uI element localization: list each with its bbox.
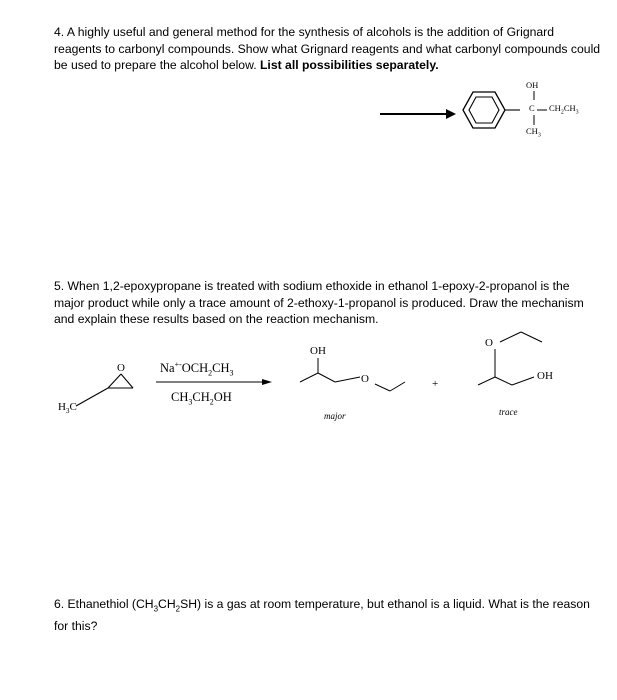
solvent-ch2: CH xyxy=(192,390,210,404)
epoxide-oxygen: O xyxy=(117,362,125,374)
question-6-sub2: 2 xyxy=(175,604,181,614)
question-5-text: 5. When 1,2-epoxypropane is treated with sodium ethoxide in ethanol 1-epoxy-2-propanol is the major product while only a trace amount of 2-ethoxy-1-propanol is produced. Draw the mechanism and explain these results based on the reaction mechanism. xyxy=(54,279,584,326)
solvent-sub2: 2 xyxy=(209,397,214,407)
q4-methyl-group xyxy=(526,126,541,139)
reagent-plus: + xyxy=(174,360,180,369)
question-4-emphasis: List all possibilities separately. xyxy=(259,58,439,72)
reagent-sub2: 3 xyxy=(229,368,234,378)
question-4-text: 4. A highly useful and general method for the synthesis of alcohols is the addition of Grignard reagents to carbonyl compounds. Show what Grignard reagents and what carbonyl compounds could be used to prepare the alcohol below. xyxy=(54,25,601,72)
question-6-text-after: SH) is a gas at room temperature, but ethanol is a liquid. What is the reason for this? xyxy=(54,597,590,633)
q4-bond-right xyxy=(537,109,549,111)
major-ether-o: O xyxy=(361,373,369,385)
solvent-sub1: 3 xyxy=(188,397,193,407)
major-product-skeleton xyxy=(280,355,420,395)
q4-ethyl-sub2: 3 xyxy=(575,109,579,116)
h3c-sub: 3 xyxy=(65,407,70,416)
question-6-text-mid: CH xyxy=(158,597,176,611)
q4-ethyl-group xyxy=(549,103,579,116)
reagent-ch: CH xyxy=(212,361,230,376)
reagent-label xyxy=(160,360,234,378)
question-6 xyxy=(54,596,602,634)
trace-ether-o: O xyxy=(485,337,493,349)
solvent-ch: CH xyxy=(171,390,189,404)
epoxide-ring xyxy=(96,372,146,412)
benzene-ring xyxy=(457,89,521,131)
trace-label: trace xyxy=(499,407,518,417)
h3c-label xyxy=(58,401,77,415)
q4-ethyl-prefix: CH xyxy=(549,103,561,113)
q4-methyl-sub: 3 xyxy=(537,132,541,139)
q4-ethyl-mid: CH xyxy=(563,103,576,113)
question-4 xyxy=(54,24,602,74)
q4-bond-top xyxy=(533,91,535,101)
reagent-sub1: 2 xyxy=(208,368,213,378)
question-6-sub1: 3 xyxy=(153,604,159,614)
reaction-arrow-q4 xyxy=(378,106,458,122)
question-6-text-before: 6. Ethanethiol (CH xyxy=(54,597,154,611)
trace-oh-label: OH xyxy=(537,370,553,382)
trace-product-skeleton xyxy=(450,330,560,400)
major-label: major xyxy=(324,411,346,421)
solvent-oh: OH xyxy=(213,390,232,404)
solvent-label xyxy=(171,390,232,407)
reagent-minus: - xyxy=(179,360,182,369)
plus-sign: + xyxy=(432,378,439,390)
q4-central-carbon: C xyxy=(529,103,535,113)
reagent-na: Na xyxy=(160,361,175,376)
reaction-arrow-q5 xyxy=(156,377,274,387)
q4-methyl-prefix: CH xyxy=(526,126,538,136)
q4-ethyl-sub1: 2 xyxy=(560,109,564,116)
h3c-suffix: C xyxy=(69,401,77,413)
major-oh-label: OH xyxy=(310,345,326,357)
question-5 xyxy=(54,278,602,328)
h3c-prefix: H xyxy=(58,401,66,413)
q4-oh-label: OH xyxy=(526,80,539,90)
reagent-och: OCH xyxy=(181,361,209,376)
q4-bond-bottom xyxy=(533,115,535,126)
